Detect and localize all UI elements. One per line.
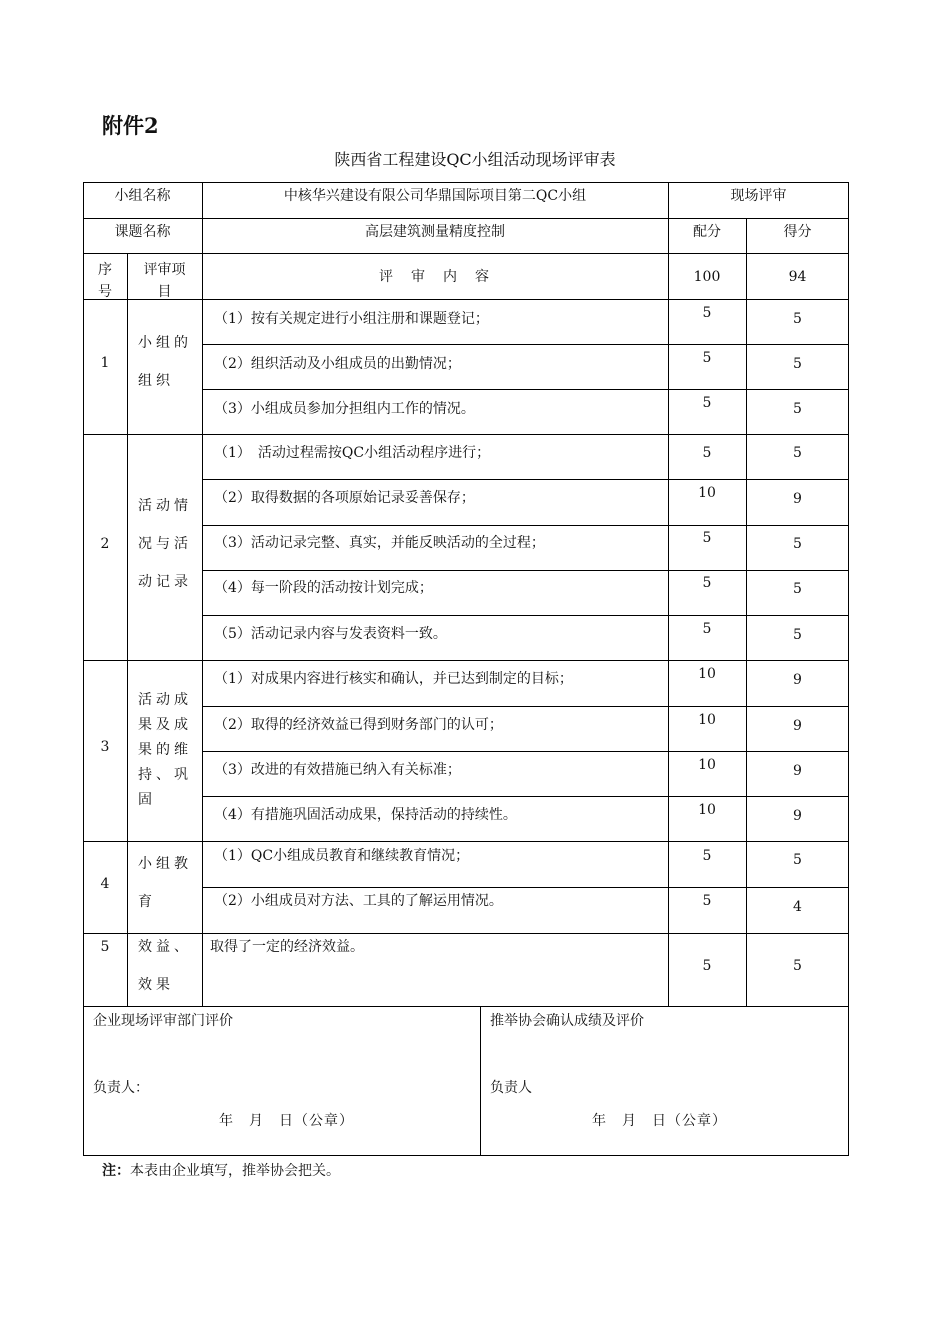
row-divider [202,570,849,571]
footer-divider [83,1006,849,1007]
criterion-got: 9 [793,718,802,734]
criterion-got: 5 [793,356,802,372]
criterion-score: 5 [702,445,712,461]
section-divider [83,660,849,661]
row-divider [83,253,849,254]
criterion-text: （3）小组成员参加分担组内工作的情况。 [214,401,475,417]
section-label [138,487,192,601]
criterion-got: 5 [793,311,802,327]
criterion-text: （1）按有关规定进行小组注册和课题登记； [214,311,489,327]
criterion-score: 5 [702,893,712,909]
section-label-line: 小组的 [138,335,192,351]
topic-label: 课题名称 [114,224,171,240]
row-divider [202,751,849,752]
criterion-score: 5 [702,530,712,546]
footer-col-divider [480,1006,481,1156]
criterion-text: （3）改进的有效措施已纳入有关标准； [214,762,461,778]
section-divider [83,434,849,435]
footnote-text: 本表由企业填写，推举协会把关。 [130,1163,340,1179]
row-divider [202,796,849,797]
criterion-score: 10 [698,757,716,773]
criterion-got: 4 [793,899,802,915]
item-label [127,259,202,303]
section-number: 4 [100,876,110,892]
criterion-text: （2）组织活动及小组成员的出勤情况； [214,356,461,372]
criterion-text: （2）取得数据的各项原始记录妥善保存； [214,490,475,506]
section-divider [83,933,849,934]
footnote-label: 注： [102,1163,130,1179]
section-label [138,688,192,813]
section-label-line: 育 [138,894,156,910]
total-got: 94 [788,269,807,285]
page-title: 陕西省工程建设QC小组活动现场评审表 [334,150,616,169]
criterion-text: （4）有措施巩固活动成果，保持活动的持续性。 [214,807,517,823]
section-label [138,324,192,400]
group-name-label: 小组名称 [114,188,171,204]
criterion-text: （4）每一阶段的活动按计划完成； [214,580,433,596]
criterion-got: 9 [793,491,802,507]
section-number: 2 [100,536,110,552]
criterion-score: 5 [702,350,712,366]
criterion-score: 5 [702,621,712,637]
seq-label-line: 序 [98,262,112,278]
section-label [138,845,192,921]
section-divider [83,841,849,842]
section-label-line: 活动成 [138,692,192,708]
section-label-line: 果的维 [138,742,192,758]
criterion-got: 5 [793,445,802,461]
criterion-score: 10 [698,802,716,818]
topic-name: 高层建筑测量精度控制 [365,224,505,240]
criterion-text: （3）活动记录完整、真实，并能反映活动的全过程； [214,535,545,551]
total-score: 100 [693,269,721,285]
section-label-line: 持、巩 [138,767,192,783]
criterion-score: 10 [698,485,716,501]
section-number: 3 [100,739,110,755]
section-label-line: 小组教 [138,856,192,872]
table-border-top [83,182,849,183]
row-divider [83,218,849,219]
section-label-line: 组织 [138,373,174,389]
criterion-got: 9 [793,672,802,688]
criterion-text: （5）活动记录内容与发表资料一致。 [214,626,447,642]
section-number: 5 [100,939,110,955]
seq-label [83,259,127,303]
row-divider [202,706,849,707]
criterion-text: （2）小组成员对方法、工具的了解运用情况。 [214,893,503,909]
table-border-left [83,182,84,1156]
attachment-label: 附件2 [102,113,159,138]
section-number: 1 [100,355,110,371]
section-label-line: 果及成 [138,717,192,733]
col-divider [202,182,203,1007]
section-label-line: 活动情 [138,498,192,514]
criterion-text: （1） 活动过程需按QC小组活动程序进行； [214,445,491,461]
criterion-got: 5 [793,627,802,643]
row-divider [202,344,849,345]
section-label [138,928,192,1004]
criterion-score: 5 [702,575,712,591]
section-label-line: 固 [138,792,156,808]
criterion-got: 5 [793,852,802,868]
row-divider [202,887,849,888]
row-divider [202,615,849,616]
criterion-text: （1）QC小组成员教育和继续教育情况； [214,848,470,864]
section-label-line: 况与活 [138,536,192,552]
association-signature-label: 负责人 [490,1080,532,1096]
criterion-got: 5 [793,536,802,552]
score-label: 配分 [693,224,721,240]
criterion-got: 9 [793,808,802,824]
onsite-review-label: 现场评审 [730,188,787,204]
enterprise-date-stamp: 年 月 日（公章） [219,1113,354,1129]
enterprise-signature-label: 负责人： [93,1080,149,1096]
criterion-text: 取得了一定的经济效益。 [210,939,364,955]
criterion-score: 5 [702,305,712,321]
criterion-score: 10 [698,666,716,682]
col-divider [746,218,747,1007]
criterion-text: （1）对成果内容进行核实和确认，并已达到制定的目标； [214,671,573,687]
row-divider [202,525,849,526]
criterion-got: 5 [793,581,802,597]
group-name: 中核华兴建设有限公司华鼎国际项目第二QC小组 [283,188,587,204]
criterion-score: 10 [698,712,716,728]
seq-label-line: 号 [98,284,112,300]
section-label-line: 动记录 [138,574,192,590]
got-label: 得分 [783,224,812,240]
association-evaluation-title: 推举协会确认成绩及评价 [490,1013,644,1029]
table-border-right [848,182,849,1156]
criterion-score: 5 [702,395,712,411]
criterion-got: 5 [793,958,802,974]
content-label: 评 审 内 容 [379,269,491,285]
footnote [102,1160,340,1180]
criterion-score: 5 [702,958,712,974]
association-date-stamp: 年 月 日（公章） [592,1113,727,1129]
criterion-got: 9 [793,763,802,779]
item-label-line: 评审项 [143,262,186,278]
row-divider [202,479,849,480]
row-divider [202,389,849,390]
col-divider [127,253,128,1007]
enterprise-evaluation-title: 企业现场评审部门评价 [93,1013,233,1029]
criterion-text: （2）取得的经济效益已得到财务部门的认可； [214,717,503,733]
section-label-line: 效果 [138,977,174,993]
item-label-line: 目 [157,284,172,300]
review-table [83,182,849,1156]
criterion-score: 5 [702,848,712,864]
criterion-got: 5 [793,401,802,417]
table-border-bottom [83,1155,849,1156]
section-label-line: 效益、 [138,939,192,955]
